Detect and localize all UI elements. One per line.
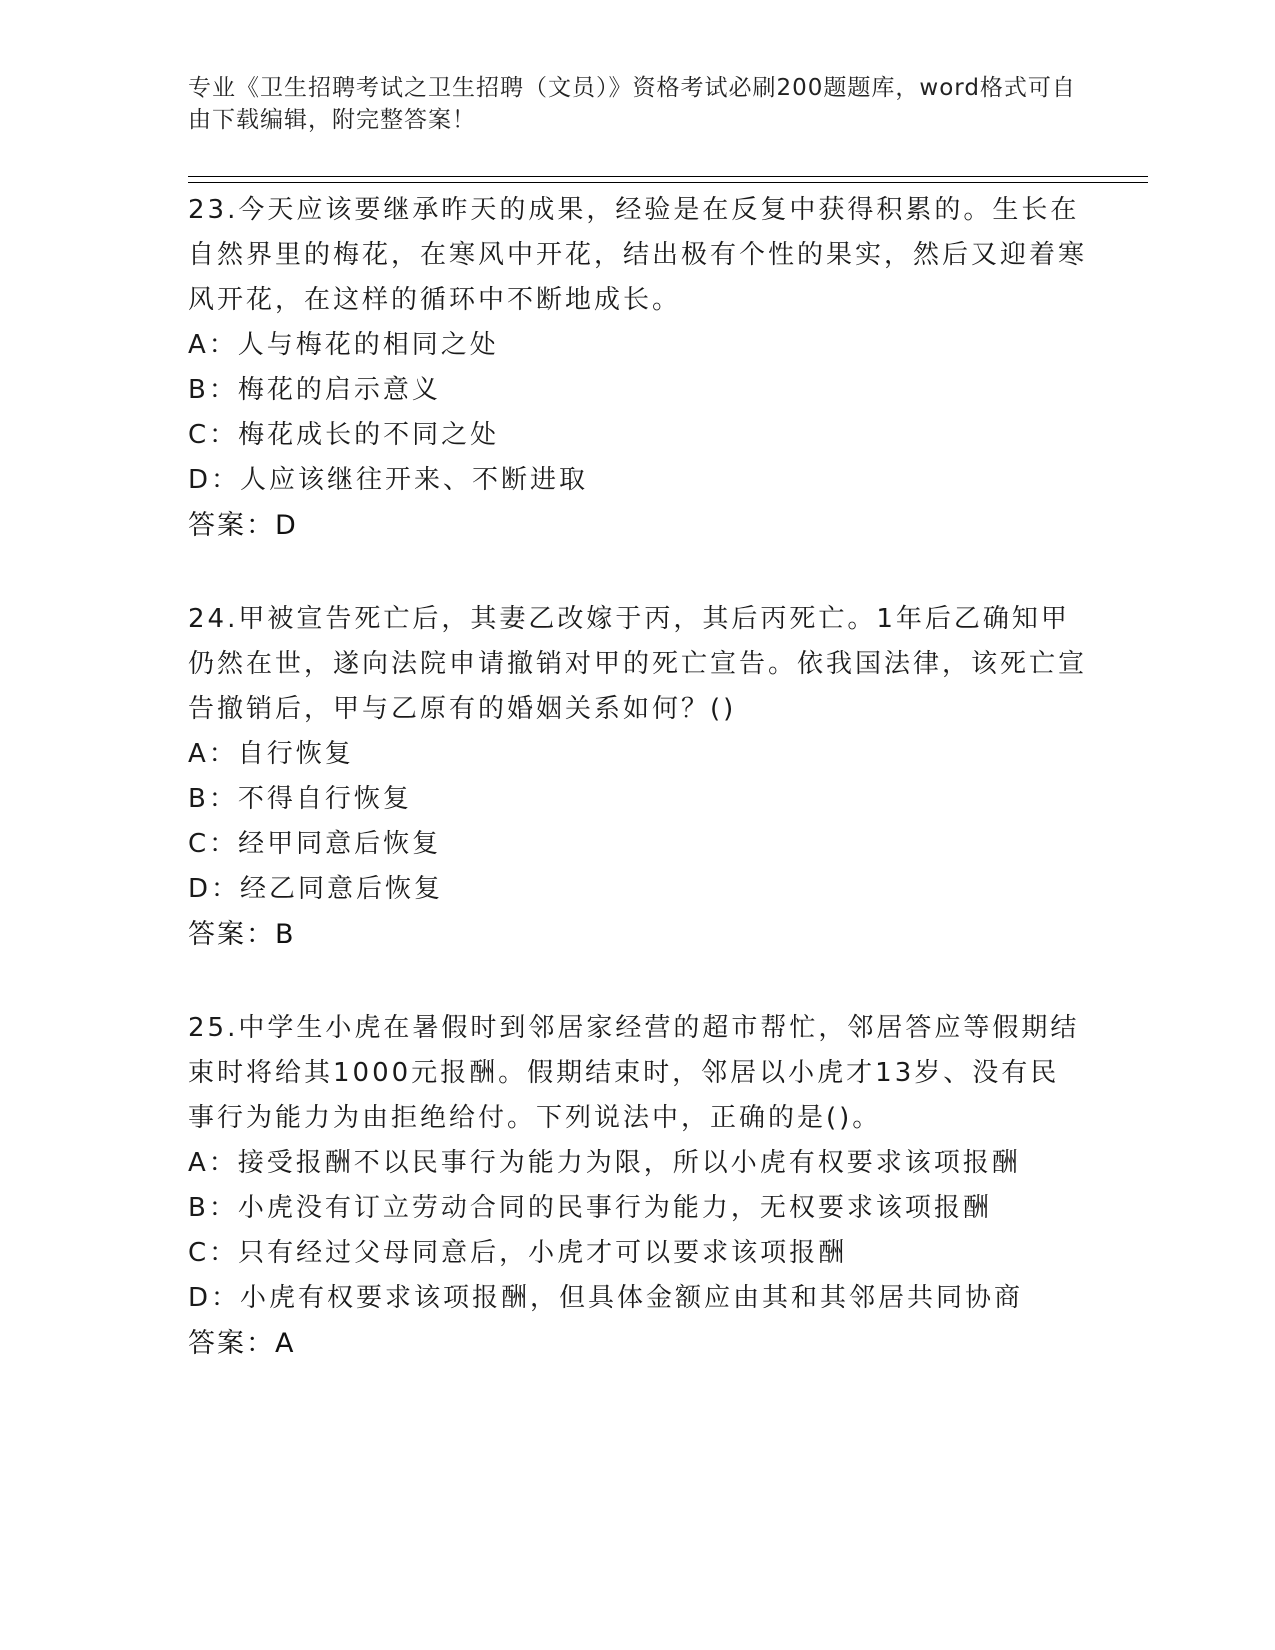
option-b: B：小虎没有订立劳动合同的民事行为能力，无权要求该项报酬: [188, 1193, 992, 1223]
question-stem: 25.中学生小虎在暑假时到邻居家经营的超市帮忙，邻居答应等假期结束时将给其1000元报酬。假期结束时，邻居以小虎才13岁、没有民事行为能力为由拒绝给付。下列说法中，正确的是()。: [188, 1013, 1080, 1133]
question-24: [188, 597, 1088, 957]
document-header: 专业《卫生招聘考试之卫生招聘（文员）》资格考试必刷200题题库，word格式可自由下载编辑，附完整答案！: [188, 75, 1076, 133]
option-d: D：小虎有权要求该项报酬，但具体金额应由其和其邻居共同协商: [188, 1283, 1024, 1313]
question-stem: 23.今天应该要继承昨天的成果，经验是在反复中获得积累的。生长在自然界里的梅花，在寒风中开花，结出极有个性的果实，然后又迎着寒风开花，在这样的循环中不断地成长。: [188, 195, 1088, 315]
option-a: A：接受报酬不以民事行为能力为限，所以小虎有权要求该项报酬: [188, 1148, 1021, 1178]
answer-label: 答案：D: [188, 510, 298, 541]
option-c: C：经甲同意后恢复: [188, 829, 442, 859]
answer-label: 答案：B: [188, 919, 296, 950]
option-d: D：人应该继往开来、不断进取: [188, 465, 589, 495]
question-25: [188, 1006, 1088, 1366]
option-b: B：梅花的启示意义: [188, 375, 441, 405]
option-d: D：经乙同意后恢复: [188, 874, 444, 904]
header-divider-bottom: [188, 182, 1148, 183]
header-divider-top: [188, 176, 1148, 177]
answer-label: 答案：A: [188, 1328, 296, 1359]
option-c: C：梅花成长的不同之处: [188, 420, 500, 450]
option-b: B：不得自行恢复: [188, 784, 412, 814]
option-a: A：人与梅花的相同之处: [188, 330, 499, 360]
question-stem: 24.甲被宣告死亡后，其妻乙改嫁于丙，其后丙死亡。1年后乙确知甲仍然在世，遂向法院申请撤销对甲的死亡宣告。依我国法律，该死亡宣告撤销后，甲与乙原有的婚姻关系如何？(): [188, 604, 1088, 724]
question-23: [188, 188, 1088, 548]
option-a: A：自行恢复: [188, 739, 354, 769]
option-c: C：只有经过父母同意后，小虎才可以要求该项报酬: [188, 1238, 848, 1268]
